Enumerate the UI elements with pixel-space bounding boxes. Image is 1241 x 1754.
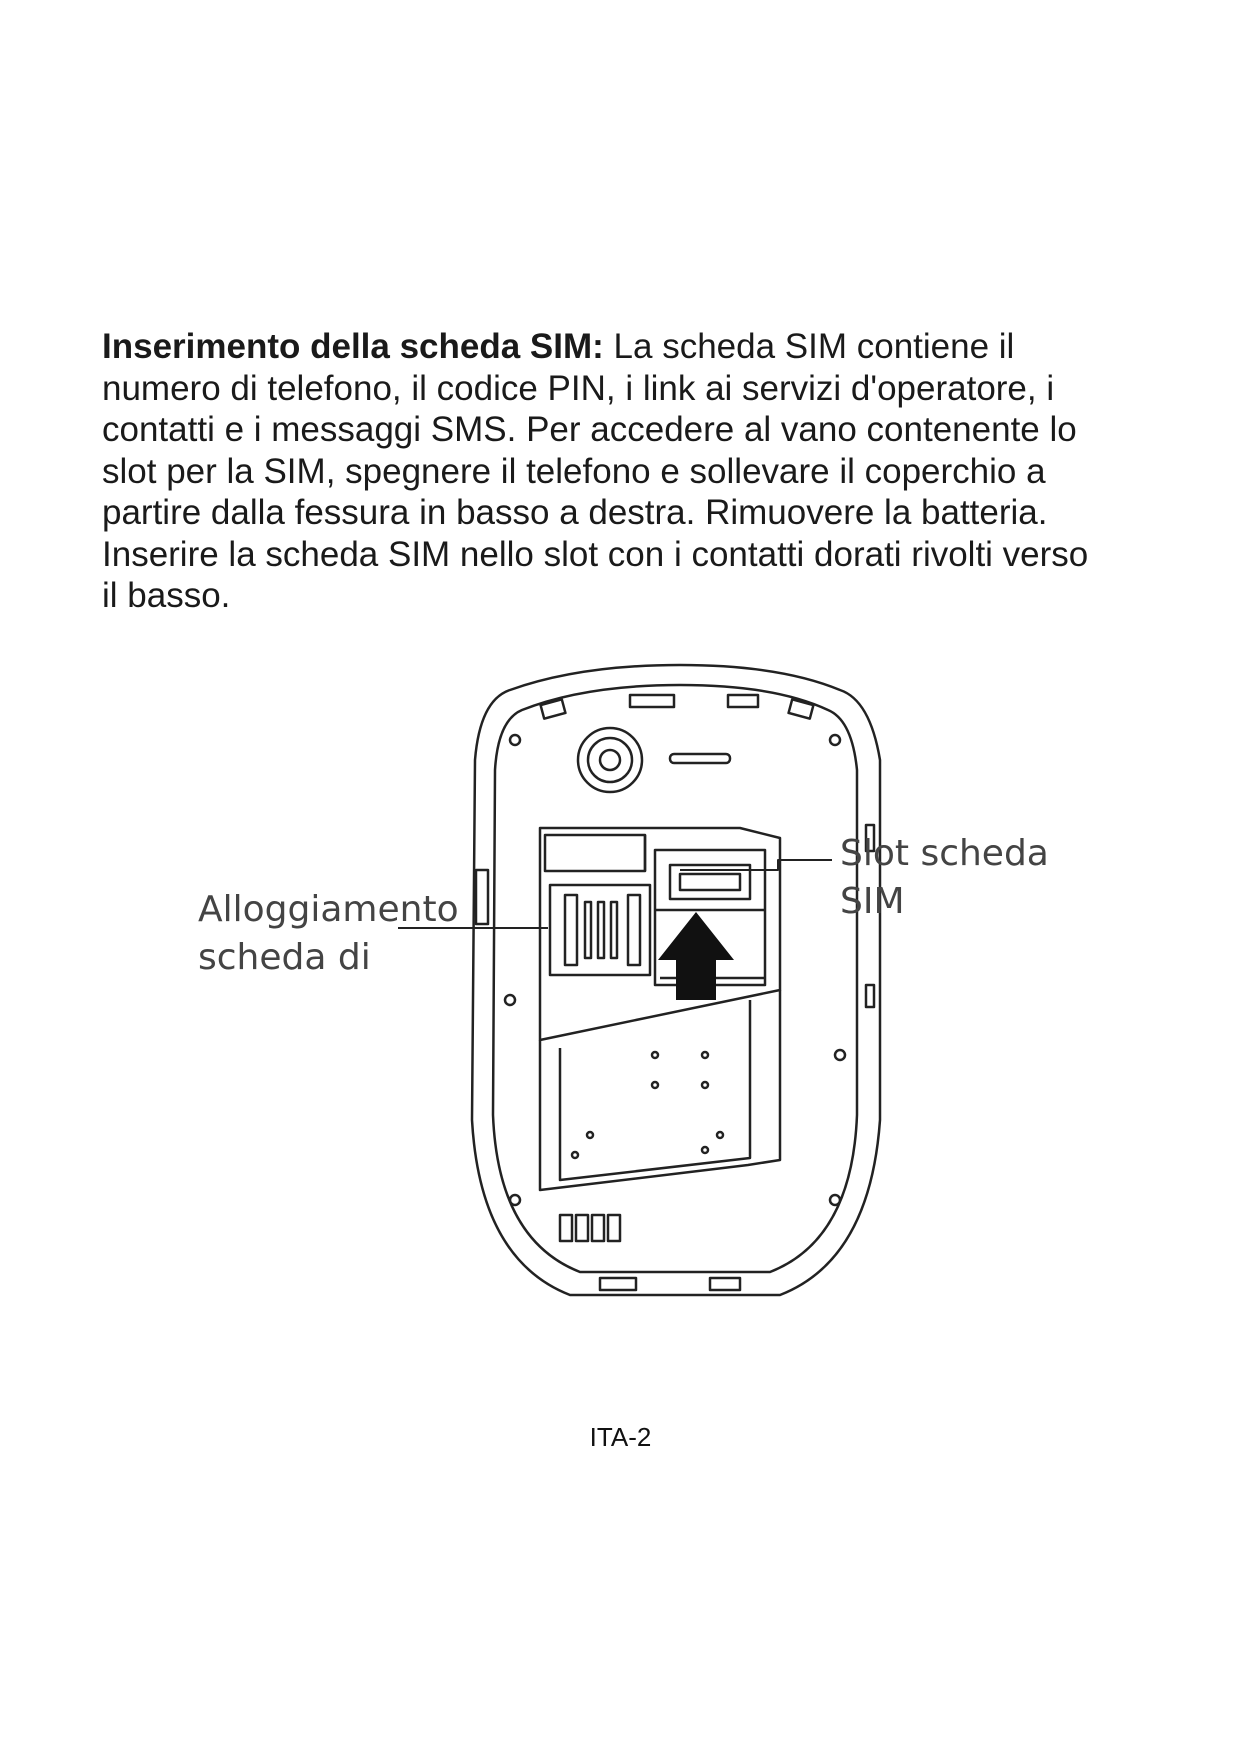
- paragraph-line: contatti e i messaggi SMS. Per accedere al vano contenente lo: [102, 410, 1077, 449]
- callout-left-line: Alloggiamento: [198, 889, 459, 930]
- paragraph-line: Inserire la scheda SIM nello slot con i contatti dorati rivolti verso: [102, 534, 1089, 574]
- paragraph-line: il basso.: [102, 576, 231, 615]
- body-paragraph: [102, 326, 1152, 617]
- callout-right-line: Slot scheda: [840, 833, 1049, 874]
- paragraph-line: slot per la SIM, spegnere il telefono e sollevare il coperchio a: [102, 451, 1046, 491]
- callout-left-line: scheda di: [198, 937, 371, 978]
- callout-card-housing: [198, 886, 458, 982]
- phone-back-illustration: [180, 660, 1080, 1320]
- insert-arrow-icon: [658, 912, 734, 1000]
- callout-right-line: SIM: [840, 881, 905, 922]
- paragraph-line: numero di telefono, il codice PIN, i link ai servizi d'operatore, i: [102, 368, 1055, 408]
- page-number: ITA-2: [589, 1422, 652, 1452]
- callout-sim-slot: [840, 830, 1080, 926]
- paragraph-lead: Inserimento della scheda SIM:: [102, 327, 604, 366]
- paragraph-line: La scheda SIM contiene il: [603, 327, 1015, 366]
- paragraph-line: partire dalla fessura in basso a destra. Rimuovere la batteria.: [102, 493, 1048, 532]
- phone-diagram: [180, 660, 1080, 1320]
